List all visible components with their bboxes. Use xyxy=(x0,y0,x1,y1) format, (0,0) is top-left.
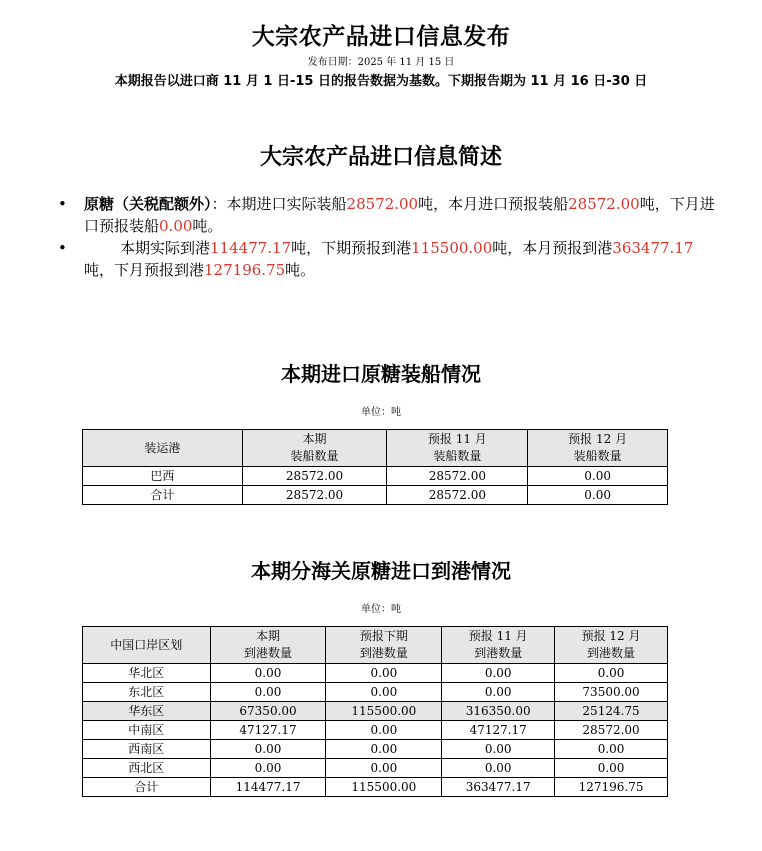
table-cell: 67350.00 xyxy=(210,702,326,721)
column-header: 预报 11 月 到港数量 xyxy=(442,627,555,664)
summary-text: 吨，下月进口预报装船 xyxy=(84,195,715,235)
table-cell: 0.00 xyxy=(555,740,668,759)
arrival-table xyxy=(82,626,668,797)
summary-text: 吨。 xyxy=(285,261,316,279)
summary-text: 本期实际到港 xyxy=(120,239,211,257)
summary-text: 吨，本月进口预报装船 xyxy=(418,195,569,213)
table-cell: 0.00 xyxy=(555,759,668,778)
table-header-row xyxy=(83,627,668,664)
summary-value: 28572.00 xyxy=(568,195,640,213)
commodity-label: 原糖（关税配额外） xyxy=(84,195,212,213)
summary-value: 363477.17 xyxy=(612,239,694,257)
table-row xyxy=(83,740,668,759)
table-cell: 28572.00 xyxy=(555,721,668,740)
summary-item-sugar xyxy=(58,193,718,237)
table-cell: 0.00 xyxy=(326,740,442,759)
summary-title: 大宗农产品进口信息简述 xyxy=(259,145,502,170)
table-cell: 0.00 xyxy=(555,664,668,683)
table-cell: 0.00 xyxy=(326,664,442,683)
bullet-icon: • xyxy=(58,239,67,257)
table-cell: 115500.00 xyxy=(326,778,442,797)
arrival-unit: 单位：吨 xyxy=(361,604,401,615)
table-row xyxy=(83,467,668,486)
report-basis: 本期报告以进口商 11 月 1 日-15 日的报告数据为基数。下期报告期为 11 月 16 日-30 日 xyxy=(114,74,648,89)
column-header: 预报 11 月 装船数量 xyxy=(387,430,528,467)
table-header-row xyxy=(83,430,668,467)
column-header: 预报 12 月 到港数量 xyxy=(555,627,668,664)
table-cell: 0.00 xyxy=(442,683,555,702)
table-cell: 363477.17 xyxy=(442,778,555,797)
shipping-section-title: 本期进口原糖装船情况 xyxy=(281,362,481,386)
table-cell: 0.00 xyxy=(326,721,442,740)
shipping-table xyxy=(82,429,668,505)
table-cell: 0.00 xyxy=(210,740,326,759)
summary-item-arrival xyxy=(58,237,718,281)
column-header: 本期 到港数量 xyxy=(210,627,326,664)
summary-value: 115500.00 xyxy=(411,239,493,257)
table-cell: 西北区 xyxy=(83,759,211,778)
table-cell: 东北区 xyxy=(83,683,211,702)
table-cell: 华东区 xyxy=(83,702,211,721)
table-cell: 47127.17 xyxy=(442,721,555,740)
summary-text: 吨，下月预报到港 xyxy=(84,261,205,279)
table-cell: 0.00 xyxy=(528,486,668,505)
table-cell: 28572.00 xyxy=(242,467,387,486)
table-cell: 合计 xyxy=(83,486,243,505)
column-header: 装运港 xyxy=(83,430,243,467)
column-header: 本期 装船数量 xyxy=(242,430,387,467)
arrival-section-title: 本期分海关原糖进口到港情况 xyxy=(251,559,511,583)
table-row xyxy=(83,664,668,683)
bullet-icon: • xyxy=(58,195,67,213)
summary-value: 127196.75 xyxy=(204,261,286,279)
table-cell: 0.00 xyxy=(326,759,442,778)
table-cell: 0.00 xyxy=(210,683,326,702)
table-row xyxy=(83,702,668,721)
summary-text: 吨。 xyxy=(192,217,223,235)
table-cell: 合计 xyxy=(83,778,211,797)
table-cell: 华北区 xyxy=(83,664,211,683)
table-row xyxy=(83,721,668,740)
table-cell: 0.00 xyxy=(210,759,326,778)
page-title: 大宗农产品进口信息发布 xyxy=(251,24,511,50)
column-header: 中国口岸区划 xyxy=(83,627,211,664)
table-cell: 0.00 xyxy=(528,467,668,486)
table-row xyxy=(83,683,668,702)
table-cell: 0.00 xyxy=(210,664,326,683)
table-cell: 28572.00 xyxy=(242,486,387,505)
table-cell: 0.00 xyxy=(442,740,555,759)
table-cell: 28572.00 xyxy=(387,486,528,505)
table-cell: 28572.00 xyxy=(387,467,528,486)
table-cell: 316350.00 xyxy=(442,702,555,721)
table-row xyxy=(83,486,668,505)
summary-text: 吨，下期预报到港 xyxy=(291,239,412,257)
summary-list xyxy=(58,193,718,281)
table-row xyxy=(83,778,668,797)
summary-text: 吨，本月预报到港 xyxy=(492,239,613,257)
summary-value: 114477.17 xyxy=(210,239,292,257)
table-cell: 114477.17 xyxy=(210,778,326,797)
table-row xyxy=(83,759,668,778)
table-cell: 巴西 xyxy=(83,467,243,486)
table-cell: 0.00 xyxy=(442,664,555,683)
column-header: 预报下期 到港数量 xyxy=(326,627,442,664)
table-cell: 25124.75 xyxy=(555,702,668,721)
table-cell: 115500.00 xyxy=(326,702,442,721)
table-cell: 中南区 xyxy=(83,721,211,740)
table-cell: 73500.00 xyxy=(555,683,668,702)
table-cell: 0.00 xyxy=(442,759,555,778)
column-header: 预报 12 月 装船数量 xyxy=(528,430,668,467)
summary-value: 28572.00 xyxy=(346,195,419,213)
table-cell: 0.00 xyxy=(326,683,442,702)
summary-text: ：本期进口实际装船 xyxy=(211,195,347,213)
shipping-unit: 单位：吨 xyxy=(361,407,401,418)
summary-value: 0.00 xyxy=(159,217,193,235)
publish-date: 发布日期：2025 年 11 月 15 日 xyxy=(307,57,455,68)
table-cell: 127196.75 xyxy=(555,778,668,797)
table-cell: 47127.17 xyxy=(210,721,326,740)
table-cell: 西南区 xyxy=(83,740,211,759)
